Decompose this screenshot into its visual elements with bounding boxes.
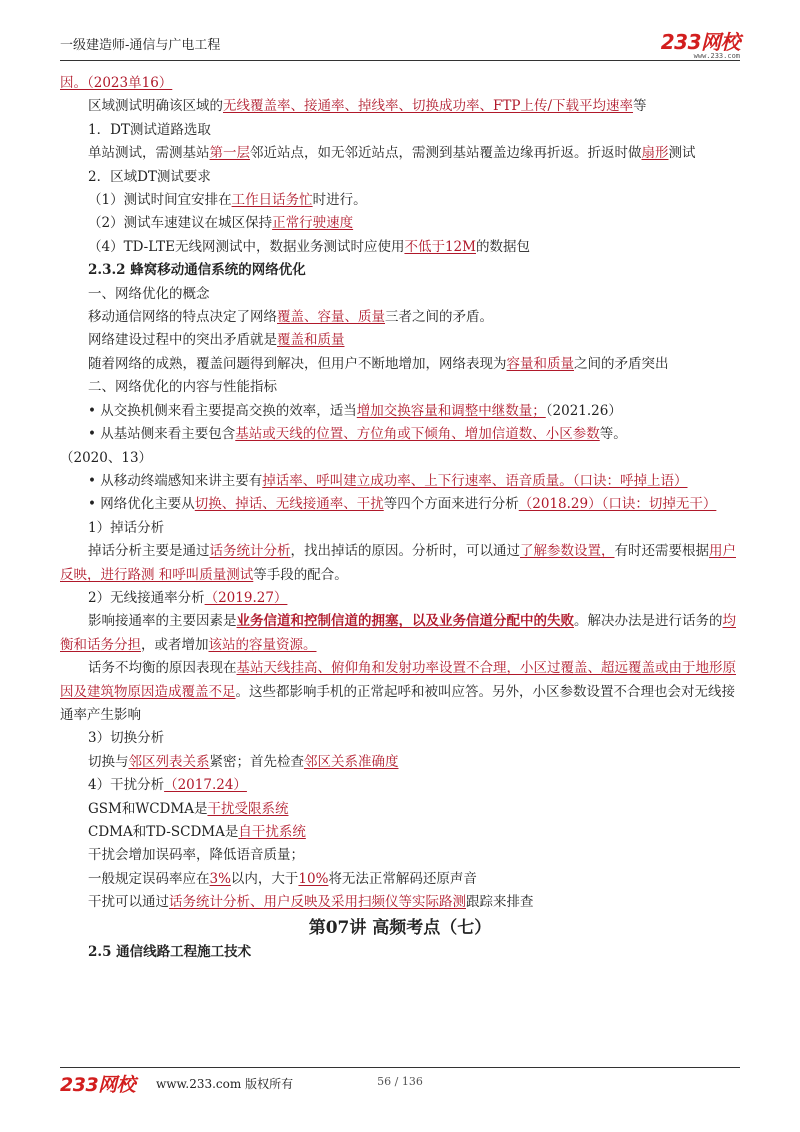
paragraph: 移动通信网络的特点决定了网络覆盖、容量、质量三者之间的矛盾。 xyxy=(88,309,493,326)
paragraph: 影响接通率的主要因素是业务信道和控制信道的拥塞，以及业务信道分配中的失败。解决办法是进行话务的均衡和话务分担，或者增加该站的容量资源。 xyxy=(60,613,736,653)
header-divider xyxy=(60,60,740,61)
logo-text: 233网校 xyxy=(660,30,740,54)
bullet-item: • 从交换机侧来看主要提高交换的效率，适当增加交换容量和调整中继数量；（2021.26） xyxy=(88,402,622,419)
paragraph: 话务不均衡的原因表现在基站天线挂高、俯仰角和发射功率设置不合理，小区过覆盖、超远覆盖或由于地形原因及建筑物原因造成覆盖不足。这些都影响手机的正常起呼和被叫应答。另外，小区参数设置不合理也会对无线接通率产生影响 xyxy=(60,660,736,723)
paragraph: GSM和WCDMA是干扰受限系统 xyxy=(88,800,289,817)
list-item: （4）TD-LTE无线网测试中，数据业务测试时应使用不低于12M的数据包 xyxy=(88,238,530,255)
section-heading: 2.5 通信线路工程施工技术 xyxy=(88,943,252,960)
paragraph: 网络建设过程中的突出矛盾就是覆盖和质量 xyxy=(88,332,345,349)
document-title: 一级建造师-通信与广电工程 xyxy=(60,38,221,53)
subheading: 2．区域DT测试要求 xyxy=(88,168,211,185)
paragraph: 随着网络的成熟，覆盖问题得到解决，但用户不断地增加，网络表现为容量和质量之间的矛盾突出 xyxy=(88,355,669,372)
paragraph: 掉话分析主要是通过话务统计分析，找出掉话的原因。分析时，可以通过了解参数设置，有时还需要根据用户反映，进行路测 和呼叫质量测试等手段的配合。 xyxy=(60,543,736,583)
paragraph: 因。（2023单16） xyxy=(60,75,173,91)
paragraph: 干扰可以通过话务统计分析、用户反映及采用扫频仪等实际路测跟踪来排查 xyxy=(88,894,534,911)
footer-divider xyxy=(60,1067,740,1068)
paragraph: 单站测试，需测基站第一层邻近站点，如无邻近站点，需测到基站覆盖边缘再折返。折返时做扇形测试 xyxy=(88,145,696,162)
brand-logo[interactable] xyxy=(661,26,740,60)
paragraph: 区域测试明确该区域的无线覆盖率、接通率、掉线率、切换成功率、FTP上传/下载平均速率等 xyxy=(88,98,647,115)
subheading: 3）切换分析 xyxy=(88,730,165,747)
subheading: 1．DT测试道路选取 xyxy=(88,121,211,138)
footer-copyright: www.233.com 版权所有 xyxy=(156,1077,294,1091)
bullet-item: • 从移动终端感知来讲主要有掉话率、呼叫建立成功率、上下行速率、语音质量。（口诀：呼掉上语） xyxy=(88,472,688,489)
subheading: 一、网络优化的概念 xyxy=(88,285,210,302)
subheading: 1）掉话分析 xyxy=(88,519,165,536)
chapter-title: 第07讲 高频考点（七） xyxy=(308,917,492,938)
bullet-item: • 从基站侧来看主要包含基站或天线的位置、方位角或下倾角、增加信道数、小区参数等。 xyxy=(88,426,627,443)
page-number: 56 / 136 xyxy=(377,1075,423,1088)
paragraph: 一般规定误码率应在3%以内，大于10%将无法正常解码还原声音 xyxy=(88,870,477,887)
paragraph: CDMA和TD-SCDMA是自干扰系统 xyxy=(88,824,306,840)
page-footer xyxy=(60,1070,740,1100)
footer-logo[interactable]: 233网校 xyxy=(60,1074,136,1096)
subheading: 2）无线接通率分析（2019.27） xyxy=(88,589,288,606)
subheading: 4）干扰分析（2017.24） xyxy=(88,777,247,794)
section-heading: 2.3.2 蜂窝移动通信系统的网络优化 xyxy=(88,262,306,279)
paragraph: （2020、13） xyxy=(60,449,153,466)
list-item: （2）测试车速建议在城区保持正常行驶速度 xyxy=(88,215,354,232)
paragraph: 干扰会增加误码率，降低语音质量； xyxy=(88,847,304,864)
paragraph: 切换与邻区列表关系紧密；首先检查邻区关系准确度 xyxy=(88,753,399,770)
logo-url: www.233.com xyxy=(693,52,740,60)
list-item: （1）测试时间宜安排在工作日话务忙时进行。 xyxy=(88,192,367,209)
subheading: 二、网络优化的内容与性能指标 xyxy=(88,379,277,396)
bullet-item: • 网络优化主要从切换、掉话、无线接通率、干扰等四个方面来进行分析（2018.29）（口诀：切掉无干） xyxy=(88,496,717,513)
document-body xyxy=(60,72,740,964)
page-header xyxy=(60,28,740,58)
